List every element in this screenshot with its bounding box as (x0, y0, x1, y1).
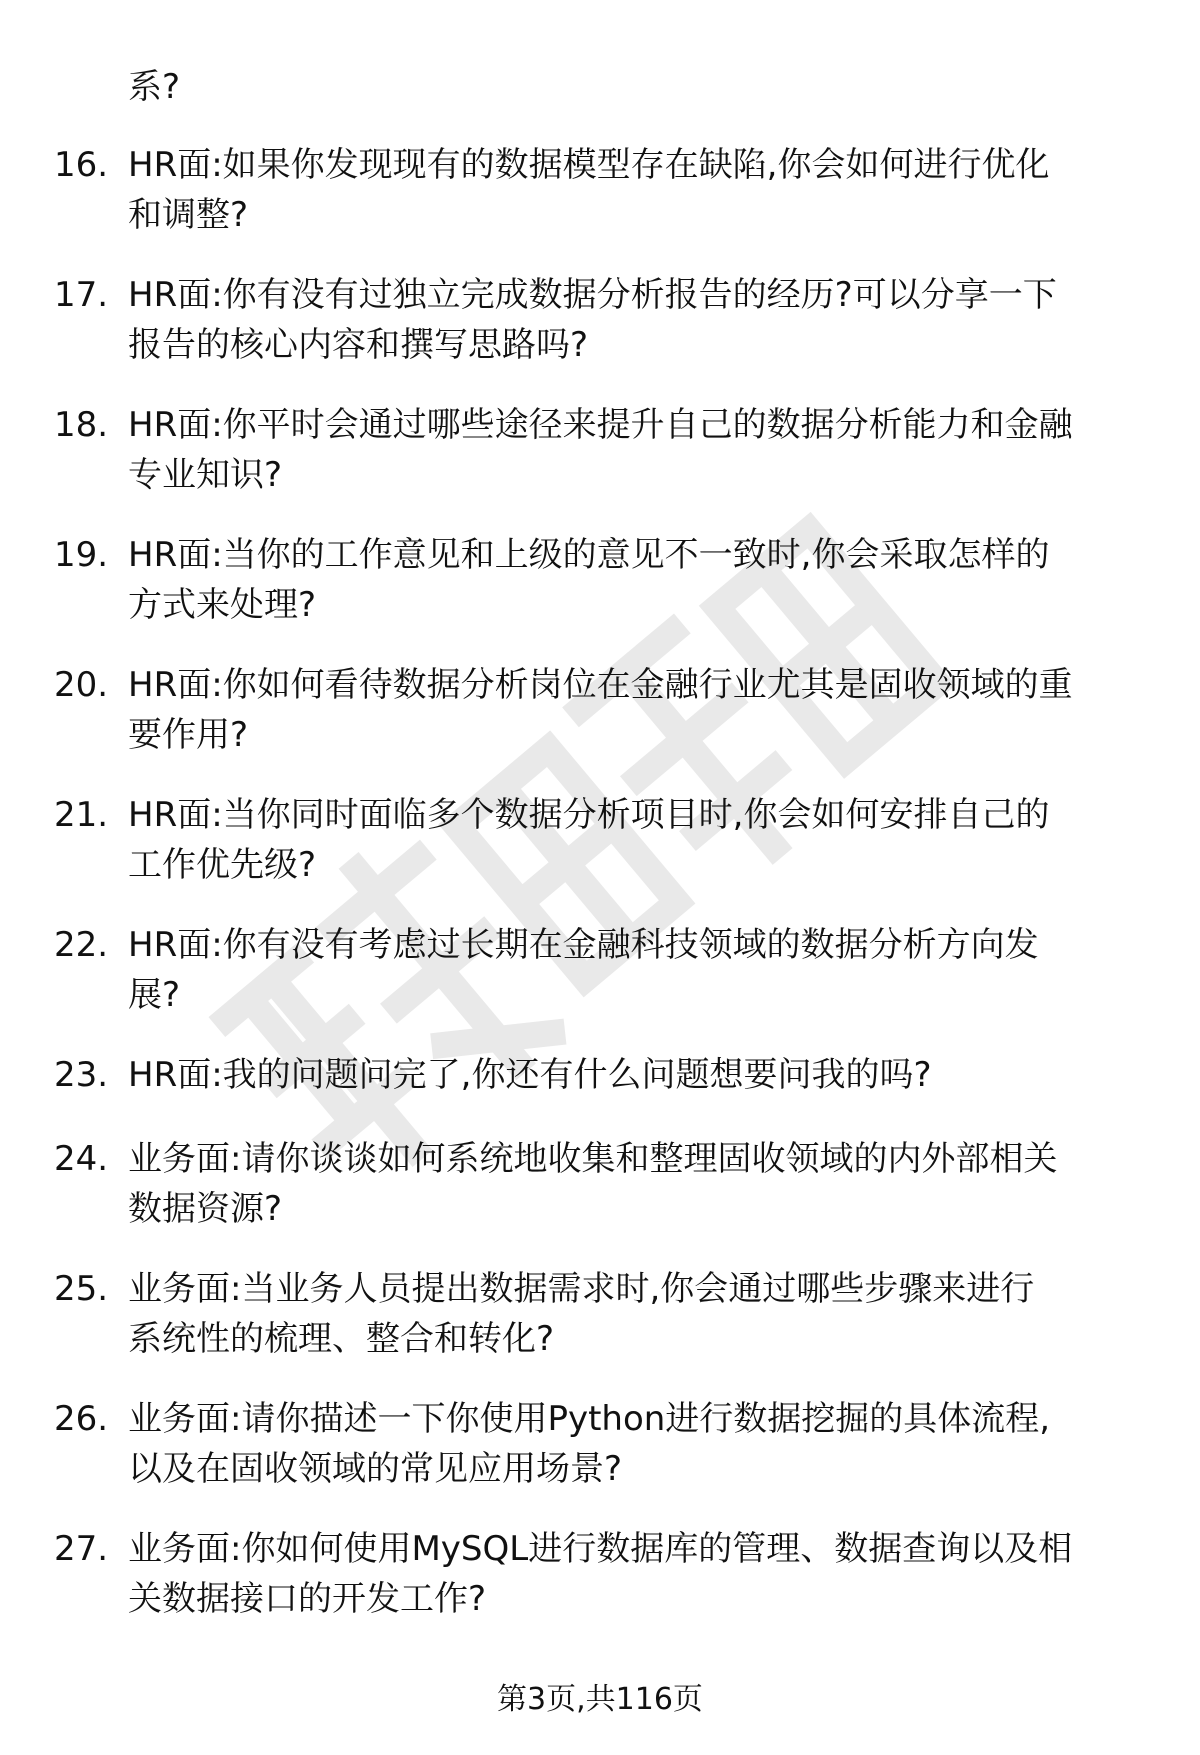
question-text-line: 方式来处理? (128, 585, 317, 625)
question-item (0, 1264, 1200, 1394)
question-text-line: 业务面:请你描述一下你使用Python进行数据挖掘的具体流程, (128, 1399, 1051, 1439)
question-number: 25. (54, 1269, 109, 1309)
question-text-line: 要作用? (128, 715, 249, 755)
question-text (128, 530, 1160, 630)
question-item (0, 140, 1200, 270)
question-text-line: HR面:你平时会通过哪些途径来提升自己的数据分析能力和金融 (128, 405, 1073, 445)
question-text-line: 业务面:请你谈谈如何系统地收集和整理固收领域的内外部相关 (128, 1139, 1058, 1179)
question-item (0, 790, 1200, 920)
question-text-line: 系统性的梳理、整合和转化? (128, 1319, 555, 1359)
question-item (0, 920, 1200, 1050)
question-text (128, 400, 1160, 500)
question-text-line: 展? (128, 975, 181, 1015)
question-number: 16. (54, 145, 109, 185)
question-item (0, 530, 1200, 660)
question-text-line: HR面:你有没有考虑过长期在金融科技领域的数据分析方向发 (128, 925, 1039, 965)
question-item (0, 1524, 1200, 1654)
question-text-line: HR面:如果你发现现有的数据模型存在缺陷,你会如何进行优化 (128, 145, 1050, 185)
question-number: 23. (54, 1055, 109, 1095)
question-item (0, 1050, 1200, 1134)
question-item (0, 660, 1200, 790)
question-item (0, 270, 1200, 400)
question-text-line: HR面:当你的工作意见和上级的意见不一致时,你会采取怎样的 (128, 535, 1050, 575)
question-text (128, 1394, 1160, 1494)
question-text-line: 报告的核心内容和撰写思路吗? (128, 325, 589, 365)
question-text-line: HR面:你有没有过独立完成数据分析报告的经历?可以分享一下 (128, 275, 1057, 315)
question-number: 21. (54, 795, 109, 835)
question-text-line: 以及在固收领域的常见应用场景? (128, 1449, 623, 1489)
question-item (0, 400, 1200, 530)
question-text (128, 1264, 1160, 1364)
question-text-line: 和调整? (128, 195, 249, 235)
question-number: 24. (54, 1139, 109, 1179)
question-number: 22. (54, 925, 109, 965)
question-text (128, 140, 1160, 240)
question-text (128, 1050, 1160, 1100)
question-text (128, 1524, 1160, 1624)
question-number: 19. (54, 535, 109, 575)
question-item (0, 1394, 1200, 1524)
question-number: 17. (54, 275, 109, 315)
question-number: 26. (54, 1399, 109, 1439)
question-text-line: 专业知识? (128, 455, 283, 495)
question-text-line: 关数据接口的开发工作? (128, 1579, 487, 1619)
question-text-line: 业务面:当业务人员提出数据需求时,你会通过哪些步骤来进行 (128, 1269, 1035, 1309)
question-text (128, 920, 1160, 1020)
question-item (0, 1134, 1200, 1264)
question-text-line: 工作优先级? (128, 845, 317, 885)
question-number: 18. (54, 405, 109, 445)
question-text (128, 270, 1160, 370)
page-footer: 第3页,共116页 (497, 1682, 703, 1717)
question-text-line: HR面:我的问题问完了,你还有什么问题想要问我的吗? (128, 1055, 932, 1095)
question-text-line: 业务面:你如何使用MySQL进行数据库的管理、数据查询以及相 (128, 1529, 1073, 1569)
question-text (128, 790, 1160, 890)
question-number: 27. (54, 1529, 109, 1569)
question-text-line: HR面:你如何看待数据分析岗位在金融行业尤其是固收领域的重 (128, 665, 1073, 705)
question-text-line: 数据资源? (128, 1189, 283, 1229)
question-text-line: HR面:当你同时面临多个数据分析项目时,你会如何安排自己的 (128, 795, 1050, 835)
question-number: 20. (54, 665, 109, 705)
question-list (0, 140, 1200, 1654)
question-text (128, 1134, 1160, 1234)
continued-question-fragment: 系? (128, 67, 181, 107)
question-text (128, 660, 1160, 760)
